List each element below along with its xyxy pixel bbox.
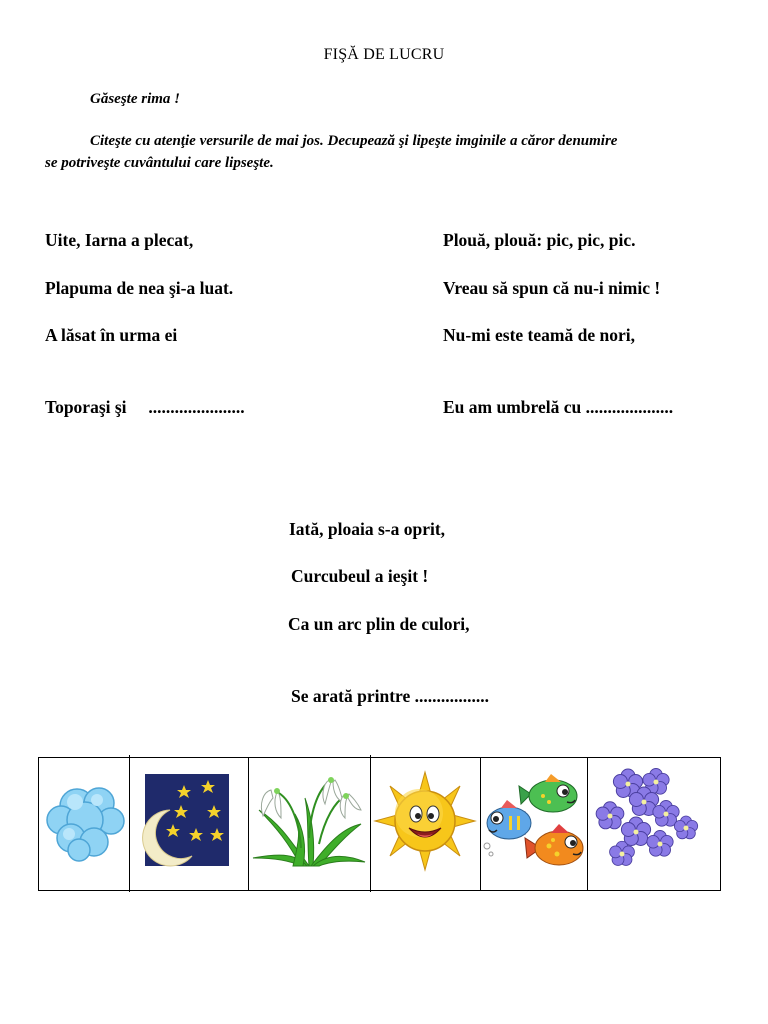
- sun-image[interactable]: [371, 758, 480, 890]
- poem-left-line-1: Uite, Iarna a plecat,: [45, 230, 194, 250]
- poem-right-line-3: Nu-mi este teamă de nori,: [443, 325, 635, 345]
- poem-left-line-2: Plapuma de nea şi-a luat.: [45, 278, 234, 298]
- poem-left-line-4: Toporaşi şi ......................: [45, 397, 245, 417]
- cutout-images-strip: [38, 757, 721, 891]
- instruction-heading: Găseşte rima !: [90, 91, 180, 107]
- poem-right-line-4: Eu am umbrelă cu ....................: [443, 397, 674, 417]
- poem-right-line-1: Plouă, plouă: pic, pic, pic.: [443, 230, 636, 250]
- poem-center-line-4: Se arată printre .................: [291, 686, 489, 706]
- moon-stars-icon: [130, 758, 248, 890]
- violets-image[interactable]: [588, 758, 721, 890]
- cloud-image[interactable]: [39, 758, 129, 890]
- poem-center-line-3: Ca un arc plin de culori,: [288, 614, 470, 634]
- page-title: FIŞĂ DE LUCRU: [323, 46, 445, 63]
- instruction-line-2: se potriveşte cuvântului care lipseşte.: [45, 155, 274, 171]
- fish-icon: [481, 758, 587, 890]
- violet-flowers-icon: [588, 758, 721, 890]
- poem-center-line-1: Iată, ploaia s-a oprit,: [289, 519, 446, 539]
- moon-stars-image[interactable]: [130, 758, 248, 890]
- cloud-icon: [39, 758, 129, 890]
- snowdrop-flower-icon: [249, 758, 370, 890]
- fish-image[interactable]: [481, 758, 587, 890]
- poem-left-line-3: A lăsat în urma ei: [45, 325, 178, 345]
- snowdrop-image[interactable]: [249, 758, 370, 890]
- poem-center-line-2: Curcubeul a ieşit !: [291, 566, 429, 586]
- poem-right-line-2: Vreau să spun că nu-i nimic !: [443, 278, 661, 298]
- instruction-line-1: Citeşte cu atenţie versurile de mai jos. Decupează şi lipeşte imginile a căror denumire: [90, 133, 618, 149]
- sun-icon: [371, 758, 480, 890]
